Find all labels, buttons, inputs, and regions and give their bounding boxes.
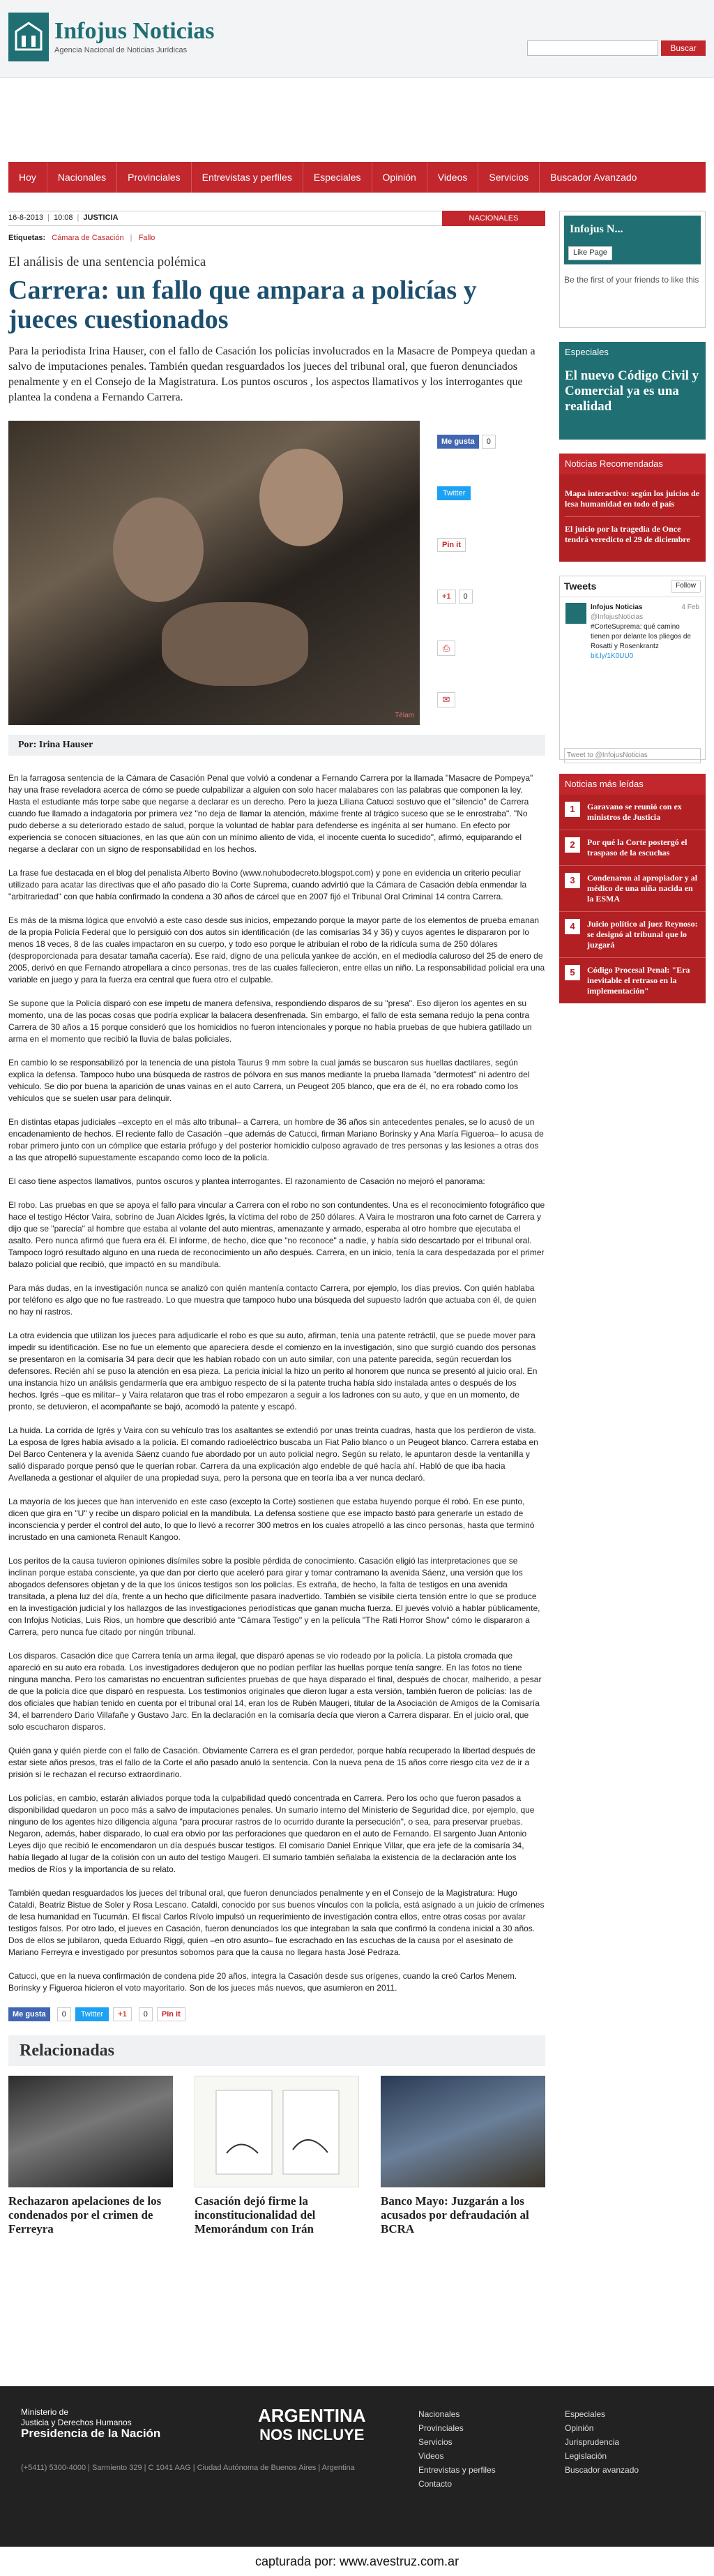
nav-item-entrevistas[interactable]: Entrevistas y perfiles <box>192 162 303 193</box>
site-footer <box>0 2386 714 2547</box>
recomendada-link[interactable]: Mapa interactivo: según los juicios de lesa humanidad en todo el país <box>565 481 700 517</box>
google-plus-button[interactable]: +1 <box>113 2007 132 2021</box>
facebook-like-button[interactable]: Me gusta <box>437 435 479 449</box>
ministry-line3: Presidencia de la Nación <box>21 2427 161 2440</box>
footer-link[interactable]: Opinión <box>565 2423 594 2433</box>
facebook-like-button[interactable]: Me gusta <box>8 2007 50 2021</box>
search-bar <box>527 40 706 56</box>
mas-leidas-box <box>559 774 706 1003</box>
tweet-date: 4 Feb <box>681 604 699 611</box>
related-list <box>8 2076 545 2236</box>
footer-link[interactable]: Provinciales <box>418 2423 464 2433</box>
footer-link[interactable]: Nacionales <box>418 2409 460 2419</box>
article-kicker: El análisis de una sentencia polémica <box>8 254 206 269</box>
share-sidebar <box>437 433 545 743</box>
article-photo <box>8 421 420 725</box>
article-paragraph: Los peritos de la causa tuvieron opiniones disímiles sobre la posible pérdida de conocimiento. Casación eligió las interpretaciones que se inclinan porque estaba consciente, ya que dan por cierto que aceleró para girar y tomar contramano la avenida Sáenz, una versión que los abogados defensores objetan y de la que los únicos testigos son los policías. Es extraña, de hecho, la falta de testigos en una avenida transitada, a plena luz del día, frente a un hecho que difícilmente pasara inadvertido. También se visibile cierta tensión entre lo que se produce en la investigación judicial y los hallazgos de las investigaciones periodísticas que ganan mucha fuerza. El juevés volvió a hablar públicamente, con Infojus Noticias, Luis Rios, un hombre que describió ante "Cámara Testigo" y en la película "The Rati Horror Show" cómo le dispararon a Carrera, pero nunca fue citado por ningún tribunal. <box>8 1556 540 1638</box>
facebook-page-name[interactable]: Infojus N... <box>570 223 623 235</box>
footer-link[interactable]: Contacto <box>418 2479 453 2489</box>
pinterest-button[interactable]: Pin it <box>157 2007 185 2021</box>
article-paragraph: También quedan resguardados los jueces del tribunal oral, que fueron denunciados penalmente y en el Consejo de la Magistratura: Hugo Cataldi, Beatriz Bistue de Soler y Rosa Lescano. Cataldi, conocido por sus buenos vínculos con la policía, está asignado a un juicio de crímenes de lesa humanidad en Tucumán. El fiscal Carlos Rívolo impulsó un requerimiento de investigación contra ellos, entre otras cosas por avalar testigos falsos. Por otro lado, el jueves en Casación, fueron denunciados los que integraban la sala que confirmó la condena inicial a 30 años. Dos de ellos se jubilaron, queda Eduardo Riggi, quien –en otro asunto– fue escrachado en las escuchas de la causa por el asesinato de Mariano Ferreyra e investigado por presuntos sobornos para que la causa no llegara hasta José Pedraza. <box>8 1888 545 1958</box>
article-paragraph: Los policías, en cambio, estarán aliviados porque toda la culpabilidad quedó concentrada en Carrera. Pero los ocho que fueron pasados a disponibilidad quedaron un poco más a salvo de imputaciones penales. Un sumario interno del Ministerio de Seguridad dice, por ejemplo, que ninguno de los agentes hizo diligencia alguna "para procurar rastros de lo ocurrido durante la persecución", o sea, para preservar pruebas. Negaron, además, haber disparado, lo cual era obvio por las perforaciones que quedaron en el auto de Fernando. El sargento Juan Antonio Leyes dijo que recibió le encomendaron un día después buscar testigos. El comisario Daniel Enrique Villar, que era jefe de la comisaría 34, había llegado al lugar de la colisión con un auto del testigo Maugeri. El sumario también señalaba la existencia de la declaración ante los medios de Ríos y la importancia de su relato. <box>8 1793 535 1875</box>
nav-item-nacionales[interactable]: Nacionales <box>47 162 117 193</box>
article-date: 16-8-2013 <box>8 214 44 223</box>
google-plus-count: 0 <box>459 590 473 604</box>
mas-leidas-heading: Noticias más leídas <box>559 774 706 795</box>
tweet-link[interactable]: bit.ly/1K0UU0 <box>591 652 634 660</box>
article-paragraph: Los disparos. Casación dice que Carrera tenía un arma ilegal, que disparó apenas se vio rodeado por la policía. La pistola cromada que apareció en su auto era robada. Los investigadores dedujeron que no podían perfilar las huellas porque tenía sangre. En las fotos no tiene ninguna mancha. Pero los camaristas no encuentran suficientes pruebas de que haya disparado el final, después de chocar, malherido, a pesar de que la policía dice que disparó en respuesta. Los testimonios originales que dieron lugar a esta versión, también fueron de policías: Ias de dos oficiales que habían tenido en cuenta por el tribunal oral 14, eran los de Rubén Maugeri, titular de la Asociación de Amigos de la Comisaría 34, el barrendero Dario Villafañe y Gustavo Jarc. En la declaración en la comisaría decía que vieron a Carrera disparar. En el juicio oral, que solo escucharon disparos. <box>8 1651 542 1732</box>
footer-links-col2 <box>565 2407 639 2477</box>
footer-link[interactable]: Especiales <box>565 2409 606 2419</box>
brand-subtitle: Agencia Nacional de Noticias Jurídicas <box>54 46 188 55</box>
related-image[interactable] <box>381 2076 545 2187</box>
mas-leida-title[interactable]: Código Procesal Penal: "Era inevitable el retraso en la implementación" <box>587 965 690 996</box>
mas-leida-title[interactable]: Juicio político al juez Reynoso: se designó al tribunal que lo juzgará <box>587 919 698 950</box>
tag-link[interactable]: Cámara de Casación <box>52 234 124 242</box>
ministry-line2: Justicia y Derechos Humanos <box>21 2418 132 2427</box>
nav-item-buscador[interactable]: Buscador Avanzado <box>550 172 637 183</box>
article-title: Carrera: un fallo que ampara a policías y jueces cuestionados <box>8 276 477 335</box>
article-body <box>8 772 545 1994</box>
related-heading: Relacionadas <box>8 2035 545 2066</box>
related-title[interactable]: Rechazaron apelaciones de los condenados por el crimen de Ferreyra <box>8 2194 162 2236</box>
nav-item-especiales[interactable]: Especiales <box>303 162 372 193</box>
facebook-like-count: 0 <box>482 435 496 449</box>
related-image[interactable] <box>195 2076 359 2187</box>
article-paragraph: Quién gana y quién pierde con el fallo de Casación. Obviamente Carrera es el gran perdedor, porque había recuperado la libertad después de estar siete años presos, tras el fallo de la Corte el año pasado anuló la sentencia. Con la nueva pena de 15 años corre riesgo cita vez de ir a prisión si le rechazan el recurso extraordinario. <box>8 1746 536 1780</box>
tweet-avatar[interactable] <box>565 603 586 624</box>
capture-credit: capturada por: www.avestruz.com.ar <box>0 2547 714 2576</box>
email-icon[interactable]: ✉ <box>437 692 455 707</box>
site-header <box>0 0 714 78</box>
facebook-like-page-button[interactable]: Like Page <box>568 246 612 260</box>
google-plus-button[interactable]: +1 <box>437 590 456 604</box>
nav-item-provinciales[interactable]: Provinciales <box>117 162 191 193</box>
sidebar <box>559 211 706 1003</box>
related-item[interactable] <box>381 2076 545 2236</box>
article-paragraph: Para más dudas, en la investigación nunca se analizó con quién mantenía contacto Carrera, por ejemplo, los días previos. Con quién hablaba por teléfono es algo que no fue rastreado. Lo que muestra que tampoco hubo una búsqueda del supuesto ladrón que actuaba con él, de quien no hay ni rastros. <box>8 1283 537 1317</box>
article-paragraph: El robo. Las pruebas en que se apoya el fallo para vincular a Carrera con el robo no son contundentes. Una es el reconocimiento fotográfico que hace el testigo Héctor Vaira, sobrino de Juan Alcides Igrés, la víctima del robo de 250 dólares. A Vaira le mostraron una foto carnet de Carrera y dijo que se "parecía" al hombre que estaba al volante del auto mientras, amenazante y armado, esperaba al otro hombre que ejecutaba el asalto. Pero nunca afirmó que fuera era él. El informe, de hecho, dice que "no reconoce" a nadie, y había sido descartado por el tribunal oral. Tampoco logró resultado alguno en una rueda de reconocimiento un año después. Carrera, en un inicio, tenía la cara despedazada por el primer balazo policial que recibió, que impactó en su mandíbula. <box>8 1200 545 1270</box>
recomendadas-heading: Noticias Recomendadas <box>559 454 706 474</box>
article-paragraph: En la farragosa sentencia de la Cámara de Casación Penal que volvió a condenar a Fernando Carrera por la llamada "Masacre de Pompeya" hay una frase reveladora acerca de cómo se puede culpabilizar a alguien con solo hacer malabares con las palabras que componen la ley. Hasta el estudiante más torpe sabe que negarse a declarar es un derecho. Pero la jueza Liliana Catucci sostuvo que el "silencio" de Carrera cuando fue llamado a indagatoria por primera vez "no deja de llamar la atención, máxime frente al trágico suceso que se le enrostraba". "No pudo deberse a su deteriorado estado de salud, porque la voluntad de hablar para defenderse es ingénita al ser humano. En efecto por experiencia se conocen situaciones, en las que aún con un mínimo aliento de vida, el inocente cuenta lo sucedido", afirmó, equiparando el negarse a declarar con un signo de responsabilidad en los hechos. <box>8 773 533 855</box>
article-column <box>8 211 545 2236</box>
facebook-widget <box>559 211 706 328</box>
article-paragraph: La huida. La corrida de Igrés y Vaira con su vehículo tras los asaltantes se extendió por unas treinta cuadras, hasta que los perdieron de vista. La esposa de Igres había avisado a la policía. El comando radioeléctrico buscaba un Fiat Palio blanco o un Peugeot blanco. Carrera estaba en Del Barco Centenera y la avenida Sáenz cuando fue abordado por un auto policial negro. Según su relato, le apuntaron desde la ventanilla y salió disparado porque pensó que le querían robar. Carrera da una explicación algo endeble de qué hacía ahí. Habló de que iba hacia Avellaneda a gestionar el alquiler de una propiedad suya, pero la persona que en teoría iba a ver nunca declaró. <box>8 1425 538 1483</box>
related-title[interactable]: Banco Mayo: Juzgarán a los acusados por defraudación al BCRA <box>381 2194 529 2236</box>
tweet <box>560 597 705 667</box>
tags-label: Etiquetas: <box>8 234 46 242</box>
google-plus-count: 0 <box>139 2007 153 2021</box>
mas-leida-title[interactable]: Por qué la Corte postergó el traspaso de la escuchas <box>587 837 688 858</box>
nav-item-opinion[interactable]: Opinión <box>372 162 427 193</box>
tag-link[interactable]: Fallo <box>138 234 155 242</box>
footer-link[interactable]: Videos <box>418 2451 444 2461</box>
footer-link[interactable]: Servicios <box>418 2437 453 2447</box>
article-paragraph: Catucci, que en la nueva confirmación de condena pide 20 años, integra la Casación desde sus orígenes, cuando la creó Carlos Menem. Borinsky y Figueroa hicieron el voto mayoritario. Son de los jueces más nuevos, que asumieron en 2011. <box>8 1971 517 1993</box>
main-nav <box>8 162 706 193</box>
article-meta: 16-8-2013 | 10:08 | JUSTICIA <box>8 211 545 226</box>
article-section[interactable]: JUSTICIA <box>83 214 119 223</box>
logo-icon <box>8 13 49 61</box>
article-tags: Etiquetas: Cámara de Casación | Fallo <box>8 234 155 242</box>
article-paragraph: La frase fue destacada en el blog del penalista Alberto Bovino (www.nohubodecreto.blogspot.com) y pone en evidencia un criterio peculiar utilizado para acatar las directivas que el año pasado dio la Corte Suprema, cuando advirtió que la Cámara de Casación debía enmendar la "arbitrariedad" con que había confirmado la condena a 30 años de cárcel que en 2007 fijó el Tribunal Oral Criminal 14 contra Carrera. <box>8 868 527 902</box>
twitter-share-button[interactable]: Twitter <box>437 486 471 500</box>
related-image[interactable] <box>8 2076 173 2187</box>
argentina-text: ARGENTINA <box>258 2405 366 2426</box>
tweet-handle[interactable]: @InfojusNoticias <box>591 613 644 621</box>
share-bottom <box>8 2006 545 2023</box>
brand-name: Infojus Noticias <box>54 18 215 45</box>
related-item[interactable] <box>195 2076 359 2236</box>
tweet-text: #CorteSuprema: qué camino tienen por delante los pliegos de Rosatti y Rosenkrantz <box>591 623 691 650</box>
ministry-line1: Ministerio de <box>21 2407 69 2417</box>
footer-link[interactable]: Jurisprudencia <box>565 2437 620 2447</box>
nav-item-hoy[interactable]: Hoy <box>8 162 47 193</box>
article-paragraph: En cambio lo se responsabilizó por la tenencia de una pistola Taurus 9 mm sobre la cual jamás se buscaron sus huellas dactilares, según explica la defensa. Tampoco hubo una búsqueda de rastros de pólvora en sus manos mediante la prueba llamada "dermotest" ni adentro del vehículo. Se dio por buena la aparición de unas vainas en el auto Carrera, un Peugeot 205 blanco, que era de él, no era robado como los vehículos que se suelen usar para delinquir. <box>8 1058 530 1104</box>
footer-link[interactable]: Entrevistas y perfiles <box>418 2465 496 2475</box>
argentina-nos-incluye-logo <box>258 2406 366 2445</box>
mas-leida-title[interactable]: Garavano se reunió con ex ministros de Justicia <box>587 802 682 822</box>
article-lead: Para la periodista Irina Hauser, con el fallo de Casación los policías involucrados en la Masacre de Pompeya quedan a salvo de imputaciones penales. También quedan resguardados los jueces del tribunal oral, que fueron denunciados penalmente y en el Consejo de la Magistratura. Los puntos oscuros , los aspectos llamativos y los interrogantes que plantea la condena a Fernando Carrera. <box>8 345 536 404</box>
mas-leida-item[interactable]: 4 Juicio político al juez Reynoso: se designó al tribunal que lo juzgará <box>559 912 706 958</box>
site-logo[interactable] <box>8 13 215 61</box>
recomendada-link[interactable]: El juicio por la tragedia de Once tendrá veredicto el 29 de diciembre <box>565 524 690 544</box>
facebook-widget-text: Be the first of your friends to like this <box>564 275 699 285</box>
article-paragraph: En distintas etapas judiciales –excepto en el más alto tribunal– a Carrera, un hombre de 36 años sin antecedentes penales, se lo acusó de un encadenamiento de hechos. El reciente fallo de Casación –que además de Catucci, firman Mariano Borinsky y Ana María Figueroa– lo acusa de robar primero junto con un cómplice que estaría prófugo y del posterior homicidio culposo agravado de tres personas y las lesiones a otras dos a las que atropelló supuestamente escapando como loco de la policía. <box>8 1117 544 1163</box>
nos-incluye-text: NOS INCLUYE <box>259 2426 365 2443</box>
related-item[interactable] <box>8 2076 173 2236</box>
recomendadas-box <box>559 454 706 562</box>
article-time: 10:08 <box>54 214 73 223</box>
especial-link[interactable]: El nuevo Código Civil y Comercial ya es una realidad <box>559 363 706 440</box>
photo-credit: Télam <box>395 711 414 719</box>
nav-item-servicios[interactable]: Servicios <box>478 162 540 193</box>
mas-leida-item[interactable]: 3 Condenaron al apropiador y al médico de una niña nacida en la ESMA <box>559 866 706 912</box>
footer-links-col1 <box>418 2407 496 2491</box>
tweets-heading: Tweets <box>564 581 597 592</box>
footer-link[interactable]: Legislación <box>565 2451 607 2461</box>
print-icon[interactable]: ⎙ <box>437 641 455 656</box>
especiales-box <box>559 342 706 440</box>
article-paragraph: La otra evidencia que utilizan los jueces para adjudicarle el robo es que su auto, afirman, tenía una patente retráctil, que se puede mover para impedir su identificación. Ese no fue un elemento que apareciera desde el comienzo en la investigación, sino que surgió cuando dos personas se presentaron en la comisaría 34 para decir que les habían robado con un auto similar, con una patente parecida, según recuerdan los defensores. Recién ahí se puso la atención en esa pieza. La pericia inicial la hizo un perito al honorem que nunca se presentó al juicio oral. En una instancia hizo un análisis gendarmería que era ambiguo respecto de si la patente trucha había sido instalada antes o después de los hechos. Igrés –que es militar– y Vaira relataron que tras el robo empezaron a seguir a los ladrones con su auto, y que en un momento, de pronto, se detuvieron, el acompañante se bajó, acomodó la patente y escapó. <box>8 1331 538 1412</box>
search-button[interactable]: Buscar <box>661 40 706 56</box>
especiales-heading: Especiales <box>559 342 706 363</box>
mas-leida-title[interactable]: Condenaron al apropiador y al médico de una niña nacida en la ESMA <box>587 873 698 904</box>
tweet-user[interactable]: Infojus Noticias <box>591 604 643 611</box>
ministry-logo[interactable] <box>21 2407 160 2439</box>
twitter-widget <box>559 576 706 760</box>
article-paragraph: La mayoría de los jueces que han intervenido en este caso (excepto la Corte) sostienen que estaba huyendo porque él robó. En ese punto, dicen que gira en "U" y recibe un disparo policial en la mandíbula. La defensa sostiene que ese impacto bastó para generarle un estado de inconsciencia y perder el control del auto, lo que lo llevó a recorrer 300 metros en los cuales atropelló a las cinco personas, hasta que terminó incrustado en una camioneta Renault Kangoo. <box>8 1497 535 1543</box>
tweet-input[interactable]: Tweet to @InfojusNoticias <box>564 748 701 763</box>
mas-leida-item[interactable]: 1 Garavano se reunió con ex ministros de Justicia <box>559 795 706 830</box>
mas-leida-item[interactable]: 2 Por qué la Corte postergó el traspaso de la escuchas <box>559 830 706 866</box>
article-author: Por: Irina Hauser <box>8 735 545 756</box>
article-paragraph: Es más de la misma lógica que envolvió a este caso desde sus inicios, empezando porque la mayor parte de los elementos de prueba emanan de la propia Policía Federal que lo persiguió con dos autos sin identificación (de las comisarías 34 y 36) y cuyos agentes le dispararon por lo menos 18 veces, 8 de las cuales impactaron en su cuerpo, y todo eso porque le atribuían el robo de la ridícula suma de 250 dólares (desproporcionada para desatar tamaña cacería). Ese raid, digno de una película yankee de acción, en el mediodía caluroso del 25 de enero de 2005, derivó en que Fernando atropellara a cinco personas, tres de las cuales fallecieron, entre ellas un niño. La responsabilidad policial era una variable en juego y para la fuerza era central que fuera otro el culpable. <box>8 915 545 985</box>
section-tag-nacionales[interactable]: NACIONALES <box>442 211 545 226</box>
mas-leida-item[interactable]: 5 Código Procesal Penal: "Era inevitable el retraso en la implementación" <box>559 958 706 1003</box>
article-paragraph: Se supone que la Policía disparó con ese ímpetu de manera defensiva, respondiendo disparos de su "presa". Eso dijeron los agentes en su momento, una de las pocas cosas que podría explicar la balacera desenfrenada. Sin embargo, el fallo de esta semana redujo la pena contra Carrera de 30 años a 15 porque consideró que los homicidios no fueron intencionales y porque no había pruebas de que hubiera gatillado un arma en el momento que recibió la lluvia de balas policiales. <box>8 998 532 1044</box>
facebook-like-count: 0 <box>57 2007 71 2021</box>
nav-item-videos[interactable]: Videos <box>427 162 479 193</box>
footer-link[interactable]: Buscador avanzado <box>565 2465 639 2475</box>
article-paragraph: El caso tiene aspectos llamativos, puntos oscuros y plantea interrogantes. El razonamiento de Casación no mejoró el panorama: <box>8 1176 485 1187</box>
search-input[interactable] <box>527 40 658 56</box>
twitter-follow-button[interactable]: Follow <box>671 580 701 593</box>
pinterest-button[interactable]: Pin it <box>437 538 466 552</box>
related-title[interactable]: Casación dejó firme la inconstitucionalidad del Memorándum con Irán <box>195 2194 316 2236</box>
twitter-share-button[interactable]: Twitter <box>75 2007 109 2021</box>
footer-address: (+5411) 5300-4000 | Sarmiento 329 | C 1041 AAG | Ciudad Autónoma de Buenos Aires | Argentina <box>21 2464 355 2472</box>
